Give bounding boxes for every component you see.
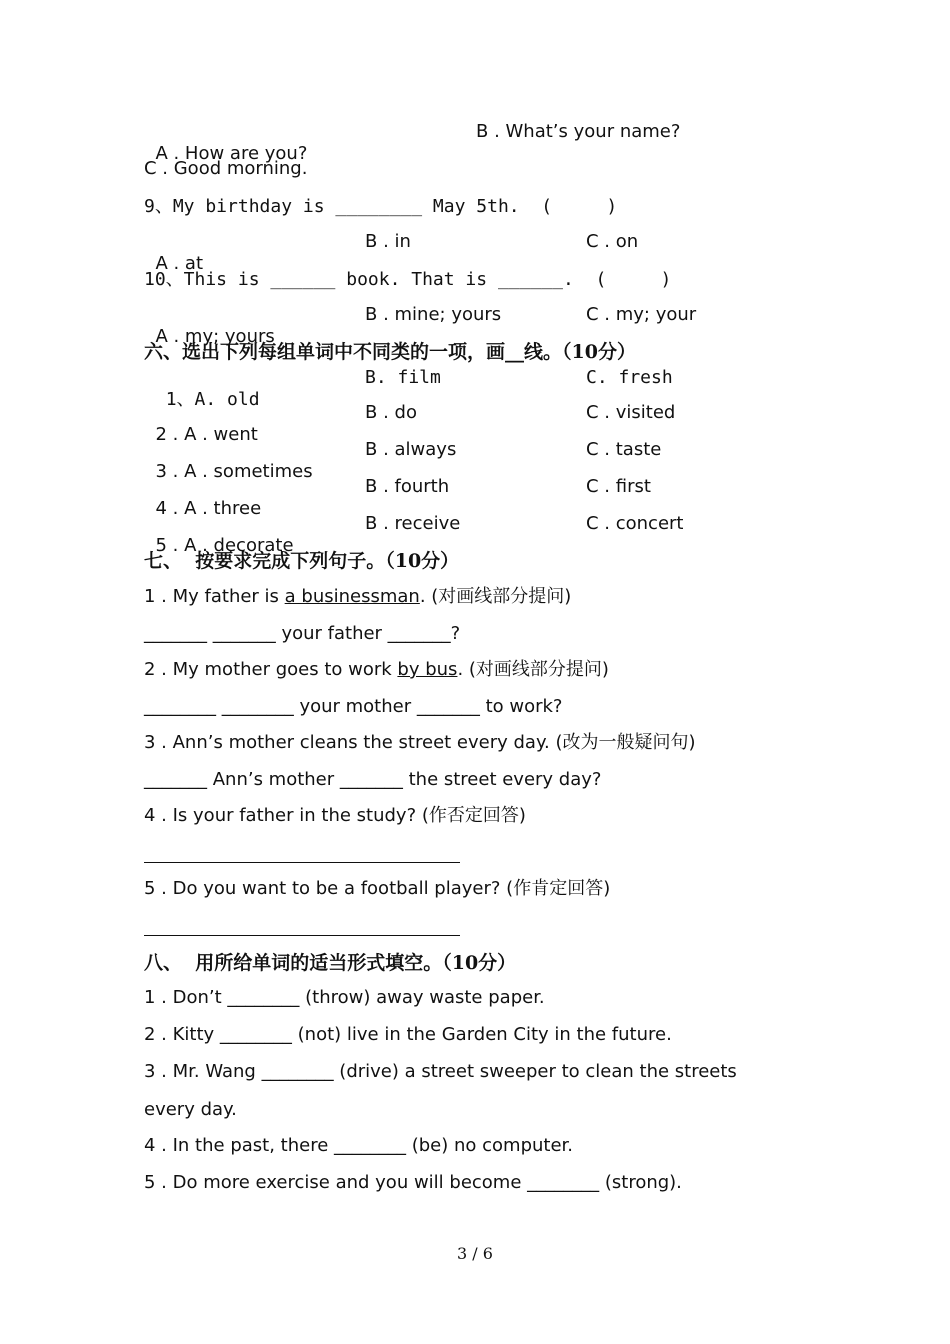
instruction-text: . (对画线部分提问) [419, 586, 572, 607]
section7-sentence-5: 5 . Do you want to be a football player? (作肯定回答) [144, 878, 611, 899]
answer-line-4 [144, 862, 460, 863]
option-b: B. film [365, 367, 441, 388]
option-c: C . taste [586, 439, 662, 460]
section7-answer-1: _______ _______ your father _______? [144, 623, 461, 644]
option-b: B . receive [365, 513, 461, 534]
q10-question: 10、This is ______ book. That is ______. ( ) [144, 269, 672, 290]
section7-answer-2: ________ ________ your mother _______ to work? [144, 696, 563, 717]
answer-line-5 [144, 935, 460, 936]
q9-question: 9、My birthday is ________ May 5th. ( ) [144, 196, 618, 217]
section8-item-3-continued: every day. [144, 1099, 237, 1120]
section8-heading: 八、 用所给单词的适当形式填空。（10分） [144, 952, 517, 974]
underlined-phrase: a businessman [284, 586, 420, 607]
section7-heading: 七、 按要求完成下列句子。（10分） [144, 550, 460, 572]
section7-sentence-3: 3 . Ann’s mother cleans the street every day. (改为一般疑问句) [144, 732, 696, 753]
option-b: B . do [365, 402, 417, 423]
sentence-text: 1 . My father is [144, 586, 285, 607]
q8-option-c: C . Good morning. [144, 158, 308, 179]
option-a: 2 . A . went [155, 424, 258, 445]
section8-item-2: 2 . Kitty ________ (not) live in the Garden City in the future. [144, 1024, 672, 1045]
option-c: C . visited [586, 402, 676, 423]
section7-sentence-2 [144, 659, 609, 681]
option-a: 3 . A . sometimes [155, 461, 313, 482]
q9-option-c: C . on [586, 231, 639, 252]
q9-option-a: A . at [155, 253, 204, 274]
section7-sentence-4: 4 . Is your father in the study? (作否定回答) [144, 805, 526, 826]
underlined-phrase: by bus [397, 659, 458, 680]
option-b: B . fourth [365, 476, 450, 497]
section7-sentence-1 [144, 586, 571, 608]
instruction-text: . (对画线部分提问) [457, 659, 609, 680]
q10-option-b: B . mine; yours [365, 304, 502, 325]
section7-answer-3: _______ Ann’s mother _______ the street every day? [144, 769, 602, 790]
section8-item-3: 3 . Mr. Wang ________ (drive) a street sweeper to clean the streets [144, 1061, 737, 1082]
section8-item-1: 1 . Don’t ________ (throw) away waste paper. [144, 987, 545, 1008]
q9-option-b: B . in [365, 231, 411, 252]
q10-option-a: A . my; yours [155, 326, 275, 347]
option-a: 1、A. old [165, 389, 260, 410]
option-a: 5 . A . decorate [155, 535, 294, 556]
section8-item-4: 4 . In the past, there ________ (be) no computer. [144, 1135, 574, 1156]
option-c: C. fresh [586, 367, 673, 388]
section6-heading: 六、选出下列每组单词中不同类的一项，画__线。（10分） [144, 341, 636, 363]
section8-item-5: 5 . Do more exercise and you will become ________ (strong). [144, 1172, 682, 1193]
option-c: C . first [586, 476, 651, 497]
q8-option-b: B . What’s your name? [476, 121, 681, 142]
q8-option-a: A . How are you? [155, 143, 308, 164]
sentence-text: 2 . My mother goes to work [144, 659, 398, 680]
page-number: 3 / 6 [457, 1244, 493, 1263]
option-c: C . concert [586, 513, 684, 534]
option-b: B . always [365, 439, 457, 460]
q10-option-c: C . my; your [586, 304, 697, 325]
option-a: 4 . A . three [155, 498, 262, 519]
